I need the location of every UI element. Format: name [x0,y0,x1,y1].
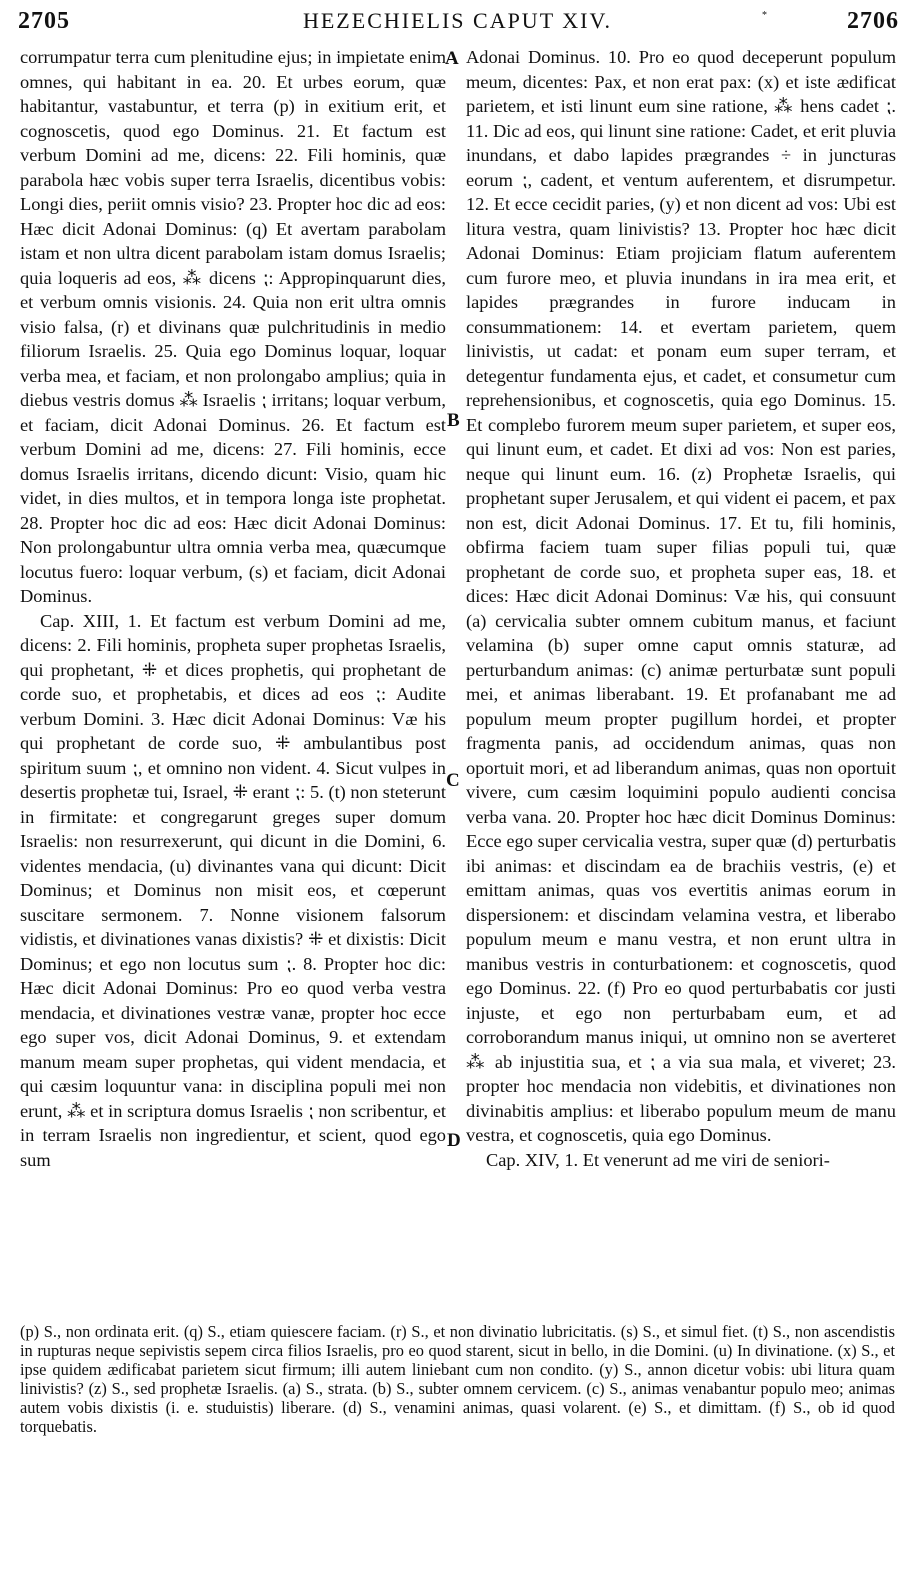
margin-letter-c: C [446,770,460,791]
right-column [466,45,896,1295]
header-mark: * [762,10,767,21]
chapter-xiii-paragraph: Cap. XIII, 1. Et factum est verbum Domini ad me, dicens: 2. Fili hominis, propheta super prophetas Israelis, qui prophetant, ⁜ et dices prophetis, qui prophetant de corde suo, et prophetabis, et dices ad eos ⁏: Audite verbum Domini. 3. Hæc dicit Adonai Dominus: Væ his qui prophetant de corde suo, ⁜ ambulantibus post spiritum suum ⁏, et omnino non vident. 4. Sicut vulpes in desertis prophetæ tui, Israel, ⁜ erant ⁏: 5. (t) non steterunt in firmitate: et congregarunt greges super domum Israelis: non resurrexerunt, qui dicunt in die Domini, 6. videntes mendacia, (u) divinantes vana qui dicunt: Dicit Dominus; et Dominus non misit eos, et cœperunt suscitare sermonem. 7. Nonne visionem falsorum vidistis, et divinationes vanas dixistis? ⁜ et dixistis: Dicit Dominus; et ego non locutus sum ⁏. 8. Propter hoc dic: Hæc dicit Adonai Dominus: Pro eo quod verba vestra mendacia, et divinationes vestræ vanæ, propter hoc ecce ego super vos, dicit Adonai Dominus, 9. et extendam manum meam super prophetas, qui vident mendacia, et qui cæsim loquuntur vana: in disciplina populi mei non erunt, ⁂ et in scriptura domus Israelis ⁏ non scribentur, et in terram Israelis non ingredientur, et scient, quod ego sum [20,610,446,1170]
footnotes-text: (p) S., non ordinata erit. (q) S., etiam quiescere faciam. (r) S., et non divinatio lubricitatis. (s) S., et simul fiet. (t) S., non ascendistis in rupturas neque sepivistis sepem circa filios Israelis, pro eo quod starent, sicut in bello, in die Domini. (u) In divinatione. (x) S., et ipse quidem ædificabat parietem sicut firmum; illi autem liniebant cum non condito. (y) S., annon dicetur vobis: ubi litura quam linivistis? (z) S., sed prophetæ Israelis. (a) S., strata. (b) S., subter omnem cervicem. (c) S., animas venabantur populo meo; animas autem vobis dixistis (i. e. studuistis) liberare. (d) S., venamini animas, quasi volarent. (e) S., et dimittam. (f) S., ob id quod torquebatis. [20,1322,895,1436]
left-paragraph-1: corrumpatur terra cum plenitudine ejus; in impietate enim omnes, qui habitant in ea. 20. Et urbes eorum, quæ habitantur, vastabuntur, et terra (p) in exitium erit, et cognoscetis, quod ego Dominus. 21. Et factum est verbum Domini ad me, dicens: 22. Fili hominis, quæ parabola hæc vobis super terra Israelis, dicentibus vobis: Longi dies, periit omnis visio? 23. Propter hoc dic ad eos: Hæc dicit Adonai Dominus: (q) Et avertam parabolam istam et non ultra dicent parabolam istam domus Israelis; quia loqueris ad eos, ⁂ dicens ⁏: Appropinquarunt dies, et verbum omnis visionis. 24. Quia non erit ultra omnis visio falsa, (r) et divinans quæ pulchritudinis in medio filiorum Israelis. 25. Quia ego Dominus loquar, loquar verba mea, et faciam, et non prolongabo amplius; quia in diebus vestris domus ⁂ Israelis ⁏ irritans; loquar verbum, et faciam, dicit Adonai Dominus. 26. Et factum est verbum Domini ad me, dicens: 27. Fili hominis, ecce domus Israelis irritans, dicendo dicunt: Visio, quam hic videt, in dies multos, et in tempora longa iste prophetat. 28. Propter hoc dic ad eos: Hæc dicit Adonai Dominus: Non prolongabuntur ultra omnia verba mea, quæcumque locutus fuero: loquar verbum, (s) et faciam, dicit Adonai Dominus. [20,47,446,606]
margin-letter-d: D [447,1130,461,1151]
page-number-right: 2706 [847,8,899,34]
running-title: HEZECHIELIS CAPUT XIV. [302,8,613,33]
chapter-xiv-paragraph: Cap. XIV, 1. Et venerunt ad me viri de seniori- [486,1149,830,1170]
margin-letter-a: A [445,48,459,69]
right-paragraph-1: Adonai Dominus. 10. Pro eo quod deceperunt populum meum, dicentes: Pax, et non erat pax: (x) et iste ædificat parietem, et isti linunt eum sine ratione, ⁂ hens cadet ⁏. 11. Dic ad eos, qui linunt sine ratione: Cadet, et erit pluvia inundans, et dabo lapides prægrandes ÷ in juncturas eorum ⁏, cadent, et ventum auferentem, et disrumpetur. 12. Et ecce cecidit paries, (y) et non dicent ad vos: Ubi est litura vestra, quam linivistis? 13. Propter hoc hæc dicit Adonai Dominus: Etiam projiciam flatum auferentem cum furore meo, et pluvia inundans in ira mea erit, et lapides prægrandes in furore inducam in consummationem: 14. et evertam parietem, quem linivistis, ut cadat: et ponam eum super terram, et detegentur fundamenta ejus, et cadet, et consumetur cum reprehensionibus, et cognoscetis, quia ego Dominus. 15. Et complebo furorem meum super parietem, et super eos, qui linunt eum, et cadet. Et dixi ad vos: Non est paries, neque qui linunt eum. 16. (z) Prophetæ Israelis, qui prophetant super Jerusalem, et qui vident ei pacem, et pax non est, dicit Adonai Dominus. 17. Et tu, fili hominis, obfirma faciem tuam super filias populi tui, quæ prophetant de corde suo, et propheta super eas, 18. et dices: Hæc dicit Adonai Dominus: Væ his, qui consuunt (a) cervicalia subter omnem cubitum manus, et faciunt velamina (b) super omne caput omnis staturæ, ad perturbandum animas: (c) animæ perturbatæ sunt populi mei, et animas liberabant. 19. Et profanabant me ad populum meum propter pugillum hordei, et propter fragmenta panis, ad occidendum animas, quas non oportuit mori, et ad liberandum animas, quas non oportuit vivere, cum cæsim loquimini populo audienti concisa verba vana. 20. Propter hoc hæc dicit Dominus Dominus: Ecce ego super cervicalia vestra, super quæ (d) perturbatis ibi animas: et discindam ea de brachiis vestris, (e) et emittam animas, quas vos evertitis animas eorum in dispersionem: et discindam velamina vestra, et liberabo populum meum e manu vestra, et non erunt ultra in manibus vestris in conturbationem: et cognoscetis, quod ego Dominus. 22. (f) Pro eo quod perturbabatis cor justi injuste, et ego non perturbabam eum, et ad corroborandum manus iniqui, ut omnino non se averteret ⁂ ab injustitia sua, et ⁏ a via sua mala, et viveret; 23. propter hoc mendacia non videbitis, et divinationes non divinabitis amplius: et liberabo populum meum de manu vestra, et cognoscetis, quia ego Dominus. [466,47,896,1145]
left-column [20,45,446,1295]
footnote-divider [20,1302,895,1303]
page-number-left: 2705 [18,8,70,34]
margin-letter-b: B [447,410,460,431]
footnotes [20,1322,895,1572]
